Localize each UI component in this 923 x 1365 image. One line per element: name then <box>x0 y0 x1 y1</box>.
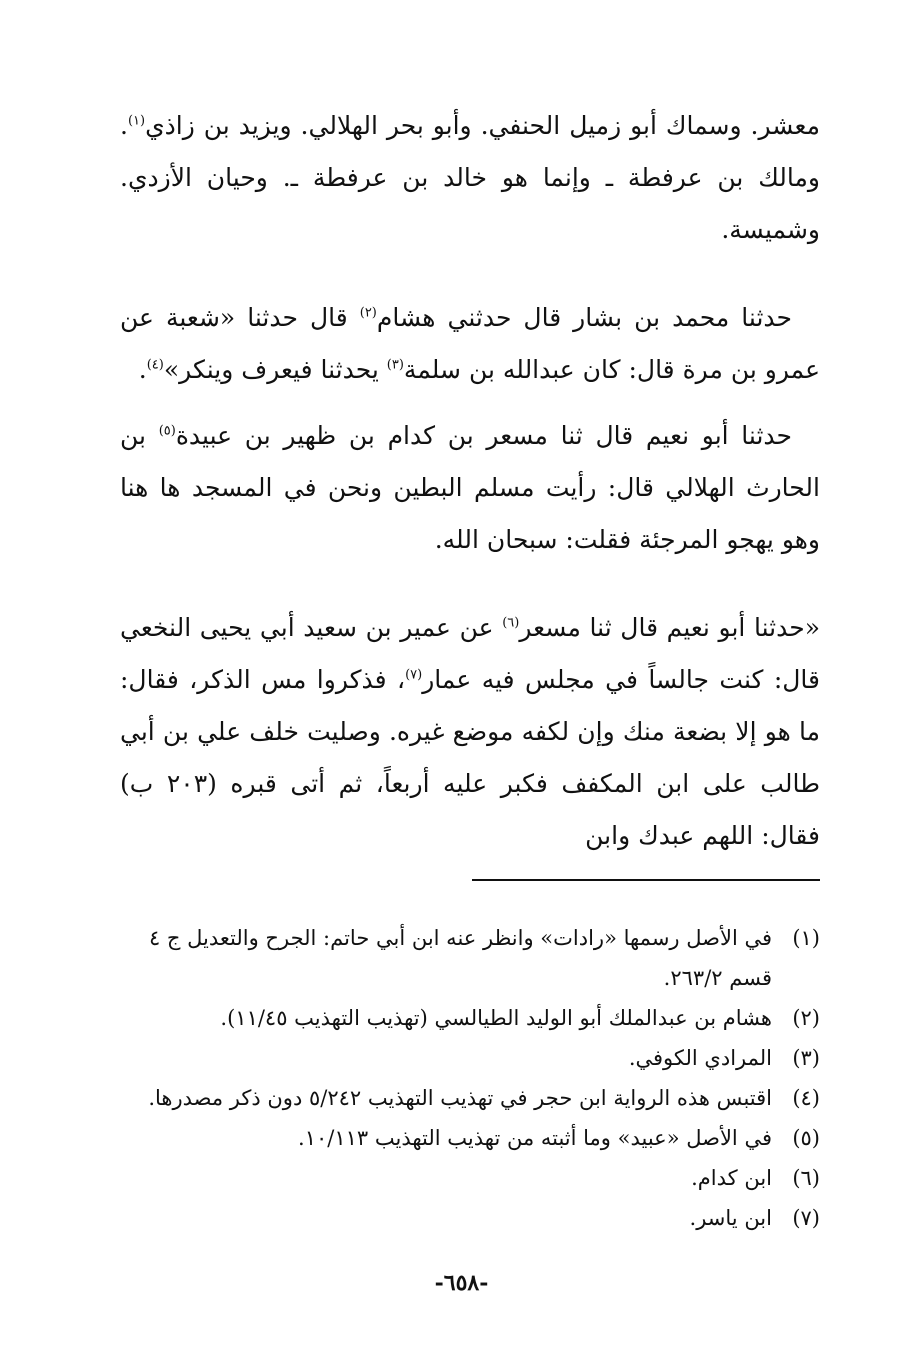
footnote-item <box>120 1158 820 1198</box>
footnote-item <box>120 1038 820 1078</box>
paragraph-1-text-b: . ومالك بن عرفطة ـ وإنما هو خالد بن عرفطة ـ. وحيان الأزدي. وشميسة. <box>120 111 820 244</box>
footnote-number: (٥) <box>792 1126 820 1150</box>
paragraph-4 <box>120 602 820 862</box>
footnote-ref-2: (٢) <box>359 305 377 321</box>
footnotes <box>120 918 820 1238</box>
footnote-text: ابن ياسر. <box>689 1206 772 1230</box>
paragraph-2-text-a: حدثنا محمد بن بشار قال حدثني هشام <box>376 303 792 332</box>
page-number: -٦٥٨- <box>434 1270 489 1296</box>
footnote-number: (٧) <box>792 1206 820 1230</box>
footnote-text: اقتبس هذه الرواية ابن حجر في تهذيب التهذيب ٥/٢٤٢ دون ذكر مصدرها. <box>148 1086 772 1110</box>
footnote-item <box>120 1078 820 1118</box>
footnote-ref-4: (٤) <box>146 357 164 373</box>
footnote-ref-5: (٥) <box>158 423 176 439</box>
main-text <box>120 100 820 862</box>
footnote-text: في الأصل رسمها «رادات» وانظر عنه ابن أبي حاتم: الجرح والتعديل ج ٤ قسم ٢٦٣/٢. <box>148 926 772 990</box>
paragraph-2-text-c: يحدثنا فيعرف وينكر» <box>163 355 387 384</box>
paragraph-4-text-b: عن عمير بن سعيد أبي يحيى النخعي قال: كنت جالساً في مجلس فيه عمار <box>120 613 820 694</box>
paragraph-1 <box>120 100 820 256</box>
footnote-ref-7: (٧) <box>405 667 423 683</box>
footnote-item <box>120 918 820 998</box>
footnote-number: (٣) <box>792 1046 820 1070</box>
paragraph-1-text-a: معشر. وسماك أبو زميل الحنفي. وأبو بحر الهلالي. ويزيد بن زاذي <box>145 111 820 140</box>
footnote-ref-6: (٦) <box>502 615 520 631</box>
footnote-text: ابن كدام. <box>691 1166 772 1190</box>
footnote-text: المرادي الكوفي. <box>628 1046 772 1070</box>
footnote-number: (٢) <box>792 1006 820 1030</box>
footnote-ref-3: (٣) <box>386 357 404 373</box>
footnote-text: في الأصل «عبيد» وما أثبته من تهذيب التهذيب ١٠/١١٣. <box>298 1126 772 1150</box>
paragraph-3-text-b: بن الحارث الهلالي قال: رأيت مسلم البطين ونحن في المسجد ها هنا وهو يهجو المرجئة فقلت: سبحان الله. <box>120 421 820 554</box>
footnote-item <box>120 998 820 1038</box>
footnote-item <box>120 1198 820 1238</box>
paragraph-4-text-c: ، فذكروا مس الذكر، فقال: ما هو إلا بضعة منك وإن لكفه موضع غيره. وصليت خلف علي بن أبي طالب على ابن المكفف فكبر عليه أربعاً، ثم أتى قبره (٢٠٣ ب) فقال: اللهم عبدك وابن <box>120 665 820 850</box>
footnote-number: (٦) <box>792 1166 820 1190</box>
footnote-text: هشام بن عبدالملك أبو الوليد الطيالسي (تهذيب التهذيب ١١/٤٥). <box>220 1006 772 1030</box>
footnote-number: (١) <box>792 926 820 950</box>
footnote-number: (٤) <box>792 1086 820 1110</box>
paragraph-2-text-d: . <box>138 355 147 384</box>
footnote-item <box>120 1118 820 1158</box>
footnote-ref-1: (١) <box>127 113 146 129</box>
paragraph-3-text-a: حدثنا أبو نعيم قال ثنا مسعر بن كدام بن ظهير بن عبيدة <box>175 421 792 450</box>
paragraph-3 <box>120 410 820 566</box>
paragraph-2-text-b: قال حدثنا «شعبة عن عمرو بن مرة قال: كان عبدالله بن سلمة <box>120 303 820 384</box>
footnote-separator-rule <box>472 879 820 881</box>
paragraph-4-text-a: «حدثنا أبو نعيم قال ثنا مسعر <box>519 613 820 642</box>
paragraph-2 <box>120 292 820 396</box>
